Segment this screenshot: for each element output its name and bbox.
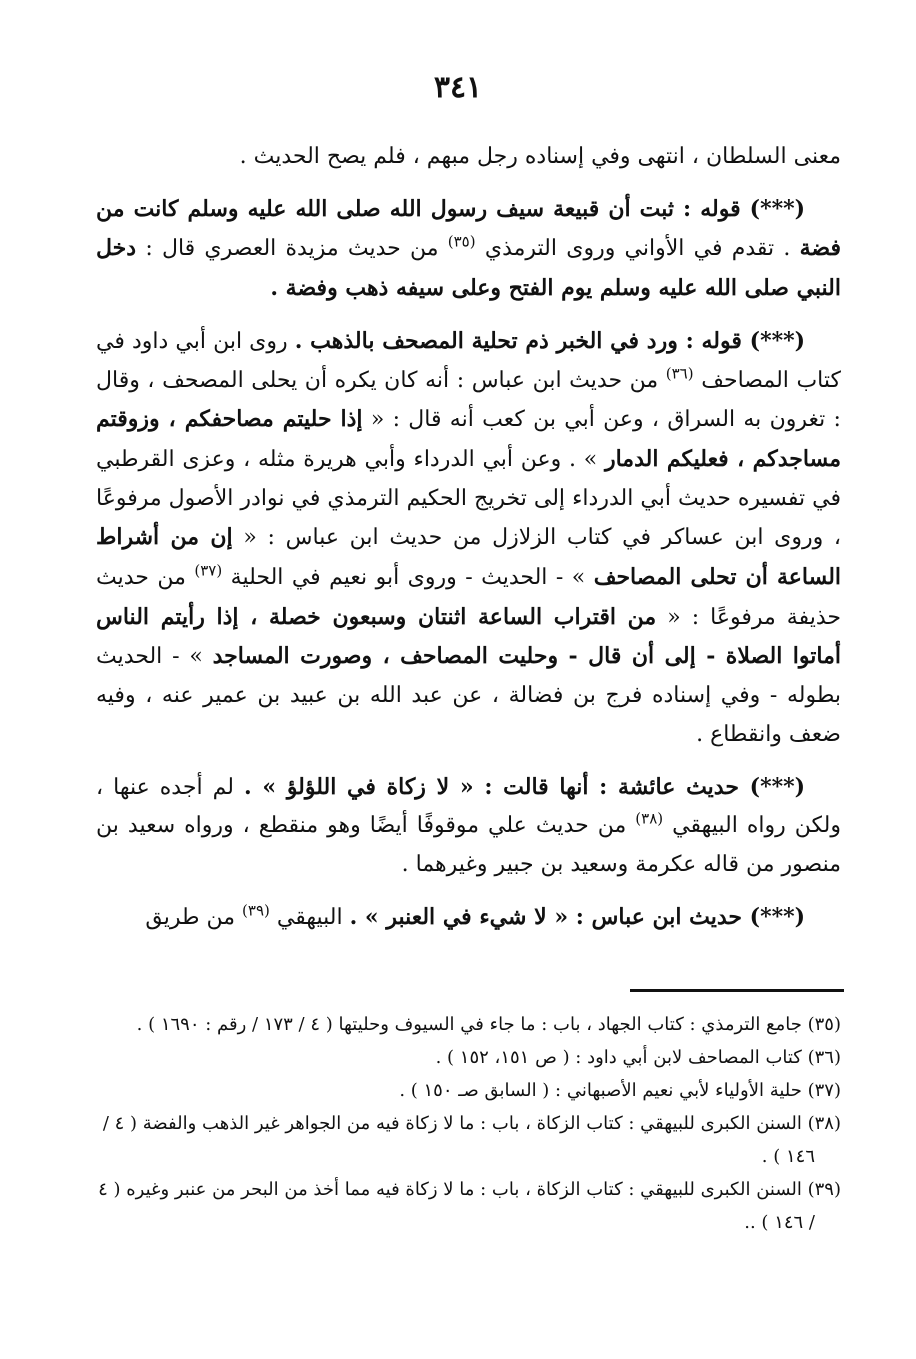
paragraph-mushaf [96,322,841,755]
footnote: (٣٥) جامع الترمذي : كتاب الجهاد ، باب : ما جاء في السيوف وحليتها ( ٤ / ١٧٣ / رقم : ١٦٩٠ ) . [136,1014,841,1035]
paragraph-ibn-abbas [96,898,841,938]
paragraph-text: من طريق [145,904,236,930]
paragraph-text: من حديث علي موقوفًا أيضًا وهو منقطع ، ورواه سعيد بن منصور من قاله عكرمة وسعيد بن جبير وغيرهما . [96,813,841,877]
hadith-quote: إذا حليتم مصاحفكم ، وزوقتم مساجدكم ، فعليكم الدمار [96,406,841,472]
footnote: (٣٧) حلية الأولياء لأبي نعيم الأصبهاني : ( السابق صـ ١٥٠ ) . [399,1080,841,1101]
paragraph-text: من حديث ابن عباس : أنه كان يكره أن يحلى المصحف ، وقال : تغرون به السراق ، وعن أبي بن كعب أنه قال : « [96,367,841,433]
paragraph-heading: (***) حديث ابن عباس : « لا شيء في العنبر » . [349,903,805,930]
footnotes [96,1008,841,1239]
paragraph-continuation [96,138,841,177]
paragraph-text: . تقدم في الأواني وروى الترمذي [484,236,791,262]
main-text [96,138,841,937]
paragraph-sword-hilt [96,190,841,309]
page-number: ٣٤١ [433,70,483,105]
footnote-ref: (٣٩) [242,901,270,920]
paragraph-text: من حديث مزيدة العصري قال : [145,236,439,262]
paragraph-text: لم أجده عنها ، ولكن رواه البيهقي [96,774,842,839]
footnote: (٣٨) السنن الكبرى للبيهقي : كتاب الزكاة ، باب : ما لا زكاة فيه من الجواهر غير الذهب والفضة ( ٤ / ١٤٦ ) . [102,1113,841,1167]
continuation-text: معنى السلطان ، انتهى وفي إسناده رجل مبهم ، فلم يصح الحديث . [239,144,841,169]
paragraph-text: » . وعن أبي الدرداء وأبي هريرة مثله ، وعزى القرطبي في تفسيره حديث أبي الدرداء إلى تخريج الحكيم الترمذي في نوادر الأصول مرفوعًا ، وروى ابن عساكر في كتاب الزلازل من حديث ابن عباس : « [96,446,842,551]
footnote: (٣٦) كتاب المصاحف لابن أبي داود : ( ص ١٥١، ١٥٢ ) . [435,1047,841,1068]
paragraph-heading: (***) قوله : ثبت أن قبيعة سيف رسول الله صلى الله عليه وسلم كانت من فضة [96,195,842,262]
hadith-quote: دخل النبي صلى الله عليه وسلم يوم الفتح وعلى سيفه ذهب وفضة . [96,235,841,302]
paragraph-text: من حديث حذيفة مرفوعًا : « [96,565,842,630]
footnote-ref: (٣٨) [635,809,664,828]
hadith-quote: إن من أشراط الساعة أن تحلى المصاحف [96,524,842,591]
paragraph-heading: (***) حديث عائشة : أنها قالت : « لا زكاة في اللؤلؤ » . [244,773,805,800]
paragraph-heading: (***) قوله : ورد في الخبر ذم تحلية المصحف بالذهب . [294,327,805,354]
footnote-ref: (٣٥) [447,233,476,252]
footnote-ref: (٣٧) [194,561,223,580]
paragraph-text: » - الحديث - وروى أبو نعيم في الحلية [230,565,586,591]
paragraph-text: البيهقي [276,904,343,930]
hadith-quote: من اقتراب الساعة اثنتان وسبعون خصلة ، إذا رأيتم الناس أماتوا الصلاة - إلى أن قال - وحليت المصاحف ، وصورت المساجد [96,603,842,670]
paragraph-text: » - الحديث بطوله - وفي إسناده فرج بن فضالة ، عن عبد الله بن عبيد بن عمير عنه ، وفيه ضعف وانقطاع . [96,644,841,747]
footnote: (٣٩) السنن الكبرى للبيهقي : كتاب الزكاة ، باب : ما لا زكاة فيه مما أخذ من البحر من عنبر وغيره ( ٤ / ١٤٦ ) .. [98,1179,841,1233]
footnote-ref: (٣٦) [665,364,694,383]
paragraph-text: روى ابن أبي داود في كتاب المصاحف [96,328,842,393]
paragraph-aisha [96,768,841,885]
footnote-separator [630,989,844,992]
